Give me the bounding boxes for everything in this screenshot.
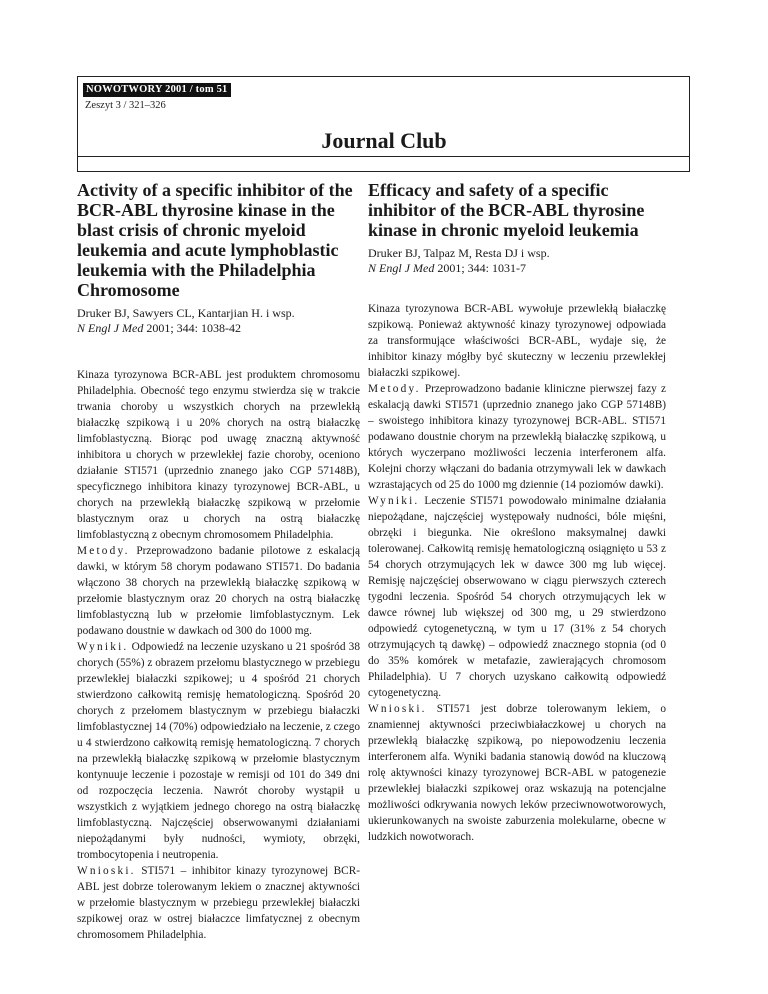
- results-label: Wyniki.: [368, 495, 420, 507]
- abstract-intro: Kinaza tyrozynowa BCR-ABL wywołuje przewlekłą białaczkę szpikową. Ponieważ aktywność kinazy tyrozynowej odpowiada za transformujące właściwości BCR-ABL, wydaje się, że inhibitor kinazy mógłby być skuteczny w leczeniu przewlekłej białaczki szpikowej.: [368, 303, 666, 379]
- citation-details: 2001; 344: 1038-42: [146, 321, 241, 335]
- article-abstract: [77, 367, 360, 943]
- article-citation: [77, 321, 360, 336]
- journal-badge: NOWOTWORY 2001 / tom 51: [83, 83, 231, 97]
- abstract-methods: Przeprowadzono badanie pilotowe z eskalacją dawki, w którym 58 chorym podawano STI571. Do badania włączono 38 chorych na przewlekłą białaczkę szpikową w przełomie blastycznym oraz 20 chorych na ostrą białaczkę limfoblastyczną lub w przełomie limfoblastycznym. Lek podawano doustnie w dawkach od 300 do 1000 mg.: [77, 545, 361, 637]
- abstract-results: Leczenie STI571 powodowało minimalne działania niepożądane, najczęściej występowały nudności, bóle mięśni, obrzęki i biegunka. Nie określono maksymalnej dawki tolerowanej. Całkowitą remisję hematologiczną osiągnięto u 53 z 54 chorych otrzymujących lek w dawce 300 mg lub więcej. Remisję najczęściej obserwowano w ciągu pierwszych czterech tygodni leczenia. Spośród 54 chorych otrzymujących lek w dawce równej lub większej od 300 mg, u 29 stwierdzono odpowiedź cytogenetyczną, w tym u 17 (31% z 54 chorych otrzymujących tą dawkę) – odpowiedź znacznego stopnia (od 0 do 35% komórek w metafazie, zawierających chromosom Philadelphia). U 7 chorych uzyskano całkowitą odpowiedź cytogenetyczną.: [368, 495, 667, 699]
- abstract-intro: Kinaza tyrozynowa BCR-ABL jest produktem chromosomu Philadelphia. Obecność tego enzymu stwierdza się w trakcie trwania choroby u wszystkich chorych na przewlekłą białaczkę szpikową i u 20% chorych na ostrą białaczkę limfoblastyczną. Biorąc pod uwagę znaczną aktywność inhibitora u chorych w przewlekłej fazie choroby, oceniono działanie STI571 (uprzednio znanego jako CGP 57148B), specyficznego inhibitora kinazy tyrozynowej BCR-ABL, u chorych na przewlekłą białaczkę szpikową w przełomie blastycznym oraz u chorych na ostrą białaczkę limfoblastyczną z obecnym chromosomem Philadelphia.: [77, 369, 360, 541]
- article-right: [368, 180, 666, 845]
- citation-details: 2001; 344: 1031-7: [437, 261, 526, 275]
- conclusions-label: Wnioski.: [77, 865, 136, 877]
- issue-line: Zeszyt 3 / 321–326: [85, 100, 166, 111]
- journal-name: N Engl J Med: [368, 261, 435, 275]
- article-title: Activity of a specific inhibitor of the BCR-ABL thyrosine kinase in the blast crisis of chronic myeloid leukemia and acute lymphoblastic leukemia with the Philadelphia Chromosome: [77, 180, 353, 300]
- methods-label: Metody.: [368, 383, 421, 395]
- article-title: Efficacy and safety of a specific inhibitor of the BCR-ABL thyrosine kinase in chronic myeloid leukemia: [368, 180, 645, 240]
- abstract-methods: Przeprowadzono badanie kliniczne pierwszej fazy z eskalacją dawki STI571 (uprzednio znanego jako CGP 57148B) – swoistego inhibitora kinazy tyrozynowej BCR-ABL. STI571 podawano doustnie chorym na przewlekłą białaczkę szpikową, u których wyczerpano możliwości leczenia interferonem alfa. Kolejni chorzy włączani do badania otrzymywali lek w dawkach wzrastających od 25 do 1000 mg dziennie (14 poziomów dawki).: [368, 383, 666, 491]
- results-label: Wyniki.: [77, 641, 129, 653]
- abstract-results: Odpowiedź na leczenie uzyskano u 21 spośród 38 chorych (55%) z obrazem przełomu blastycznego w przebiegu przewlekłej białaczki szpikowej; u 4 spośród 21 chorych stwierdzono całkowitą remisję hematologiczną. Spośród 20 chorych z przełomem blastycznym w przebiegu białaczki limfoblastycznej 14 (70%) odpowiedziało na leczenie, z czego u 4 stwierdzono całkowitą remisję hematologiczną. 7 chorych na przewlekłą białaczkę szpikową w przełomie blastycznym kontynuuje leczenie i pozostaje w remisji od 101 do 349 dni od rozpoczęcia leczenia. Nawrót choroby wystąpił u wszystkich z wyjątkiem jednego chorego na ostrą białaczkę limfoblastyczną. Najczęściej obserwowanymi działaniami niepożądanymi były nudności, wymioty, obrzęki, trombocytopenia i neutropenia.: [77, 641, 360, 861]
- conclusions-label: Wnioski.: [368, 703, 427, 715]
- article-authors: Druker BJ, Sawyers CL, Kantarjian H. i wsp.: [77, 306, 295, 320]
- methods-label: Metody.: [77, 545, 130, 557]
- journal-name: N Engl J Med: [77, 321, 144, 335]
- article-abstract: [368, 301, 666, 845]
- section-title: Journal Club: [321, 128, 447, 153]
- article-authors: Druker BJ, Talpaz M, Resta DJ i wsp.: [368, 246, 550, 260]
- abstract-conclusions: STI571 – inhibitor kinazy tyrozynowej BCR-ABL jest dobrze tolerowanym lekiem o znacznej aktywności w przełomie blastycznym w przebiegu przewlekłej białaczki szpikowej oraz w ostrej białaczce limfatycznej z obecnym chromosomem Philadelphia.: [77, 865, 360, 941]
- section-divider: [77, 156, 690, 157]
- article-citation: [368, 261, 666, 276]
- abstract-conclusions: STI571 jest dobrze tolerowanym lekiem, o znamiennej aktywności przeciwbiałaczkowej u chorych na przewlekłą białaczkę szpikową, po niepowodzeniu leczenia interferonem alfa. Wyniki badania stanowią dowód na kluczową rolę aktywności kinazy tyrozynowej BCR-ABL w patogenezie przewlekłej białaczki szpikowej oraz wskazują na potencjalne możliwości odkrywania nowych leków przeciwnowotworowych, ukierunkowanych na swoiste zaburzenia molekularne, obecne w ludzkich nowotworach.: [368, 703, 666, 843]
- article-left: [77, 180, 360, 943]
